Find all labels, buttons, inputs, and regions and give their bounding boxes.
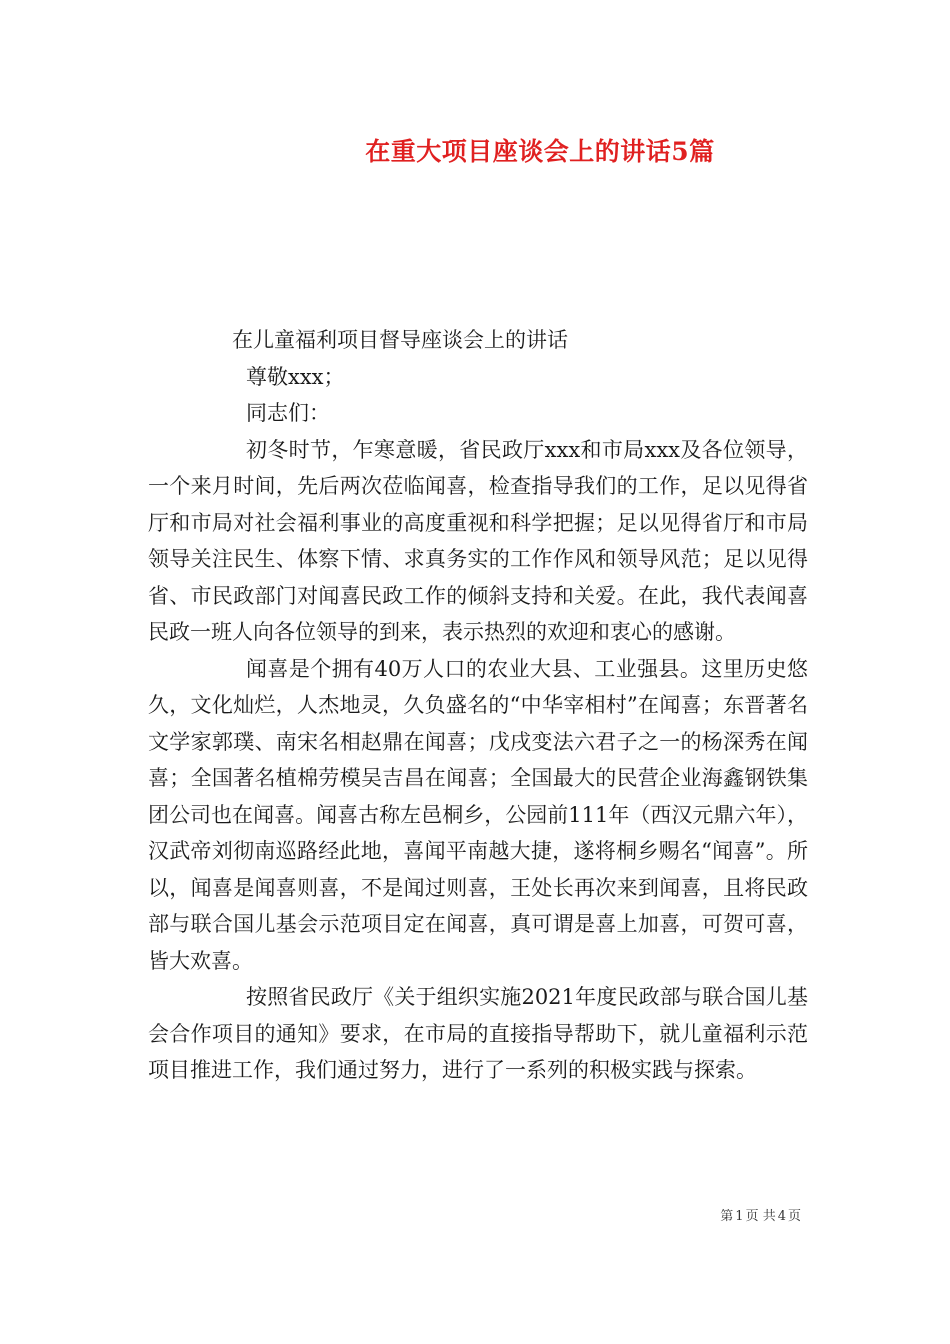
footer-total-pages: 4 <box>777 1209 786 1224</box>
document-title: 在重大项目座谈会上的讲话5篇 <box>365 137 715 166</box>
footer-prefix: 第 <box>720 1209 734 1224</box>
paragraph-project-work: 按照省民政厅《关于组织实施2021年度民政部与联合国儿基会合作项目的通知》要求，在市局的直接指导帮助下，就儿童福利示范项目推进工作，我们通过努力，进行了一系列的积极实践与探索。 <box>148 985 808 1082</box>
page-number-footer <box>719 1205 802 1224</box>
document-body <box>148 322 808 1089</box>
paragraph-wenxi-intro: 闻喜是个拥有40万人口的农业大县、工业强县。这里历史悠久，文化灿烂，人杰地灵，久负盛名的“中华宰相村”在闻喜；东晋著名文学家郭璞、南宋名相赵鼎在闻喜；戊戌变法六君子之一的杨深秀在闻喜；全国著名植棉劳模吴吉昌在闻喜；全国最大的民营企业海鑫钢铁集团公司也在闻喜。闻喜古称左邑桐乡，公园前111年（西汉元鼎六年），汉武帝刘彻南巡路经此地，喜闻平南越大捷，遂将桐乡赐名“闻喜”。所以，闻喜是闻喜则喜，不是闻过则喜，王处长再次来到闻喜，且将民政部与联合国儿基会示范项目定在闻喜，真可谓是喜上加喜，可贺可喜，皆大欢喜。 <box>148 656 808 973</box>
footer-current-page: 1 <box>735 1209 744 1224</box>
salutation-respected: 尊敬xxx； <box>246 364 345 389</box>
footer-suffix: 页 <box>787 1209 801 1224</box>
paragraph-welcome: 初冬时节，乍寒意暖，省民政厅xxx和市局xxx及各位领导，一个来月时间，先后两次莅临闻喜，检查指导我们的工作，足以见得省厅和市局对社会福利事业的高度重视和科学把握；足以见得省厅和市局领导关注民生、体察下情、求真务实的工作作风和领导风范；足以见得省、市民政部门对闻喜民政工作的倾斜支持和关爱。在此，我代表闻喜民政一班人向各位领导的到来，表示热烈的欢迎和衷心的感谢。 <box>148 437 808 644</box>
speech-subtitle: 在儿童福利项目督导座谈会上的讲话 <box>232 328 568 352</box>
salutation-comrades: 同志们： <box>246 401 330 425</box>
footer-mid: 页 共 <box>745 1209 776 1224</box>
